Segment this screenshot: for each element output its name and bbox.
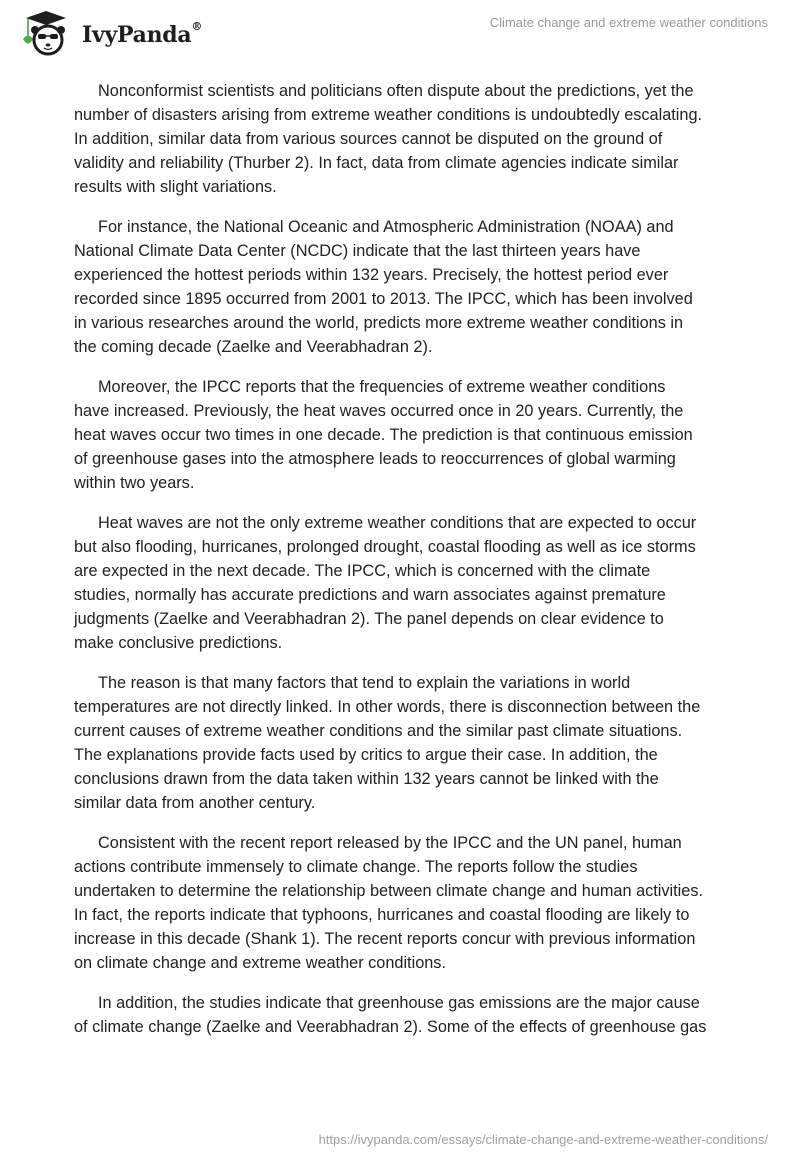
paragraph-line: The reason is that many factors that tend to explain the variations in world [98,674,631,692]
paragraph-line: In addition, similar data from various sources cannot be disputed on the ground of [74,130,663,148]
paragraph-line: In addition, the studies indicate that greenhouse gas emissions are the major cause [98,994,700,1012]
paragraph-line: of climate change (Zaelke and Veerabhadran 2). Some of the effects of greenhouse gas [74,1018,707,1036]
paragraph [74,511,754,655]
paragraph-line: experienced the hottest periods within 132 years. Precisely, the hottest period ever [74,266,669,284]
logo-text: IvyPanda® [82,20,203,48]
paragraph-line: number of disasters arising from extreme weather conditions is undoubtedly escalating. [74,106,703,124]
paragraph-line: are expected in the next decade. The IPCC, which is concerned with the climate [74,562,651,580]
paragraph [74,215,754,359]
paragraph-line: heat waves occur two times in one decade. The prediction is that continuous emission [74,426,693,444]
paragraph-line: results with slight variations. [74,178,277,196]
paragraph [74,831,754,975]
ivypanda-logo[interactable] [18,8,202,56]
paragraph-line: similar data from another century. [74,794,316,812]
document-title: Climate change and extreme weather conditions [489,15,768,30]
essay-body [74,79,754,1055]
paragraph-line: within two years. [74,474,195,492]
paragraph-line: increase in this decade (Shank 1). The recent reports concur with previous information [74,930,696,948]
paragraph-line: but also flooding, hurricanes, prolonged drought, coastal flooding as well as ice storms [74,538,696,556]
paragraph-line: Moreover, the IPCC reports that the frequencies of extreme weather conditions [98,378,666,396]
paragraph-line: judgments (Zaelke and Veerabhadran 2). The panel depends on clear evidence to [74,610,664,628]
paragraph [74,671,754,815]
source-url: https://ivypanda.com/essays/climate-change-and-extreme-weather-conditions/ [318,1132,768,1147]
paragraph-line: validity and reliability (Thurber 2). In fact, data from climate agencies indicate similar [74,154,679,172]
paragraph-line: make conclusive predictions. [74,634,283,652]
paragraph-line: current causes of extreme weather conditions and the similar past climate situations. [74,722,683,740]
paragraph [74,991,754,1039]
paragraph-line: undertaken to determine the relationship between climate change and human activities. [74,882,704,900]
paragraph-line: actions contribute immensely to climate change. The reports follow the studies [74,858,638,876]
paragraph-line: in various researches around the world, predicts more extreme weather conditions in [74,314,684,332]
panda-graduate-icon [18,8,74,56]
paragraph [74,79,754,199]
paragraph-line: temperatures are not directly linked. In other words, there is disconnection between the [74,698,701,716]
paragraph-line: recorded since 1895 occurred from 2001 to 2013. The IPCC, which has been involved [74,290,693,308]
paragraph-line: studies, normally has accurate predictions and warn associates against premature [74,586,666,604]
paragraph-line: Nonconformist scientists and politicians often dispute about the predictions, yet the [98,82,694,100]
paragraph-line: National Climate Data Center (NCDC) indicate that the last thirteen years have [74,242,641,260]
paragraph-line: of greenhouse gases into the atmosphere leads to reoccurrences of global warming [74,450,676,468]
paragraph-line: Consistent with the recent report released by the IPCC and the UN panel, human [98,834,682,852]
paragraph-line: on climate change and extreme weather conditions. [74,954,446,972]
paragraph-line: For instance, the National Oceanic and Atmospheric Administration (NOAA) and [98,218,674,236]
paragraph-line: The explanations provide facts used by critics to argue their case. In addition, the [74,746,658,764]
paragraph-line: have increased. Previously, the heat waves occurred once in 20 years. Currently, the [74,402,684,420]
paragraph-line: Heat waves are not the only extreme weather conditions that are expected to occur [98,514,697,532]
paragraph-line: the coming decade (Zaelke and Veerabhadran 2). [74,338,433,356]
paragraph-line: conclusions drawn from the data taken within 132 years cannot be linked with the [74,770,659,788]
paragraph [74,375,754,495]
paragraph-line: In fact, the reports indicate that typhoons, hurricanes and coastal flooding are likely to [74,906,690,924]
